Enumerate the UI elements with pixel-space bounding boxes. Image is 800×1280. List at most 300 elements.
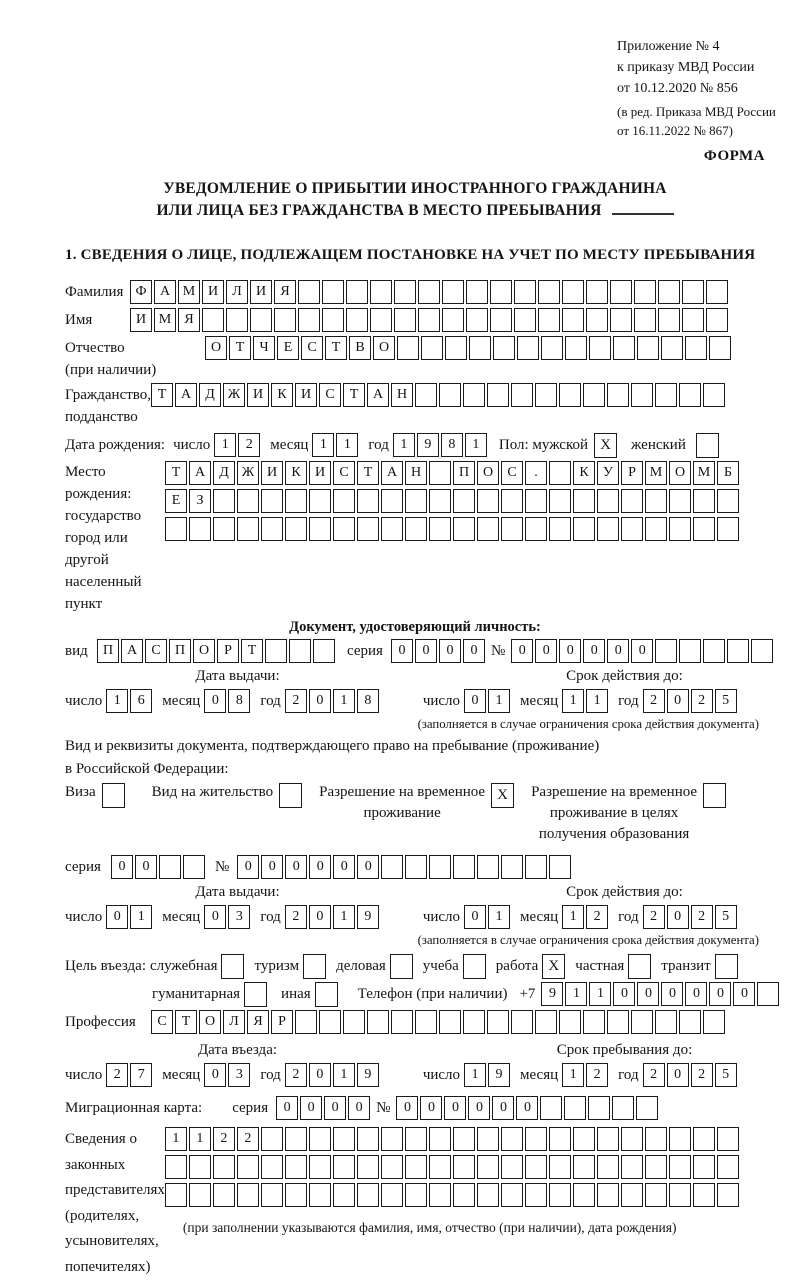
char-box[interactable]: 0 (667, 1063, 689, 1087)
char-box[interactable]: 8 (357, 689, 379, 713)
char-box[interactable] (445, 336, 467, 360)
char-box[interactable] (693, 1155, 715, 1179)
char-box[interactable]: 0 (204, 905, 226, 929)
char-box[interactable]: Е (277, 336, 299, 360)
char-box[interactable]: 0 (613, 982, 635, 1006)
char-box[interactable]: 1 (333, 689, 355, 713)
char-box[interactable]: 1 (312, 433, 334, 457)
char-box[interactable] (357, 517, 379, 541)
char-box[interactable]: 2 (643, 905, 665, 929)
char-box[interactable] (429, 1183, 451, 1207)
char-box[interactable] (693, 1127, 715, 1151)
char-box[interactable]: 8 (228, 689, 250, 713)
char-box[interactable]: К (285, 461, 307, 485)
char-box[interactable]: 1 (333, 905, 355, 929)
char-box[interactable] (637, 336, 659, 360)
char-box[interactable] (429, 855, 451, 879)
identity-series-boxes[interactable] (391, 639, 487, 663)
char-box[interactable] (418, 308, 440, 332)
char-box[interactable]: 1 (589, 982, 611, 1006)
char-box[interactable] (439, 383, 461, 407)
char-box[interactable] (597, 1155, 619, 1179)
char-box[interactable] (285, 517, 307, 541)
char-box[interactable]: Ж (237, 461, 259, 485)
char-box[interactable]: 0 (492, 1096, 514, 1120)
char-box[interactable] (189, 1155, 211, 1179)
char-box[interactable]: 2 (285, 1063, 307, 1087)
char-box[interactable] (757, 982, 779, 1006)
char-box[interactable]: 9 (357, 1063, 379, 1087)
char-box[interactable] (717, 489, 739, 513)
char-box[interactable]: К (271, 383, 293, 407)
char-box[interactable] (717, 1155, 739, 1179)
char-box[interactable] (226, 308, 248, 332)
char-box[interactable]: 1 (214, 433, 236, 457)
char-box[interactable] (645, 517, 667, 541)
char-box[interactable] (477, 1183, 499, 1207)
char-box[interactable] (717, 1183, 739, 1207)
char-box[interactable]: М (693, 461, 715, 485)
char-box[interactable] (501, 1155, 523, 1179)
char-box[interactable] (501, 489, 523, 513)
char-box[interactable]: 0 (468, 1096, 490, 1120)
char-box[interactable]: 0 (733, 982, 755, 1006)
char-box[interactable] (717, 517, 739, 541)
char-box[interactable] (549, 1183, 571, 1207)
char-box[interactable]: 1 (586, 689, 608, 713)
char-box[interactable]: 5 (715, 1063, 737, 1087)
char-box[interactable]: 0 (631, 639, 653, 663)
char-box[interactable]: 0 (261, 855, 283, 879)
char-box[interactable] (285, 1155, 307, 1179)
char-box[interactable] (573, 1155, 595, 1179)
char-box[interactable] (562, 308, 584, 332)
char-box[interactable]: Т (343, 383, 365, 407)
char-box[interactable]: 0 (204, 689, 226, 713)
char-box[interactable] (250, 308, 272, 332)
purpose-work-checkbox[interactable]: X (542, 954, 565, 979)
char-box[interactable]: 9 (417, 433, 439, 457)
char-box[interactable]: А (175, 383, 197, 407)
migration-card-series-boxes[interactable] (276, 1096, 372, 1120)
char-box[interactable]: 2 (213, 1127, 235, 1151)
char-box[interactable]: Ф (130, 280, 152, 304)
char-box[interactable] (559, 383, 581, 407)
char-box[interactable] (525, 517, 547, 541)
char-box[interactable] (343, 1010, 365, 1034)
residence-issue-day-boxes[interactable] (106, 905, 154, 929)
char-box[interactable] (717, 1127, 739, 1151)
char-box[interactable]: . (525, 461, 547, 485)
char-box[interactable]: 0 (391, 639, 413, 663)
char-box[interactable] (645, 489, 667, 513)
char-box[interactable]: 0 (685, 982, 707, 1006)
char-box[interactable] (682, 280, 704, 304)
char-box[interactable] (463, 1010, 485, 1034)
char-box[interactable]: М (178, 280, 200, 304)
surname-boxes[interactable] (130, 280, 730, 304)
char-box[interactable] (477, 489, 499, 513)
char-box[interactable]: 0 (439, 639, 461, 663)
char-box[interactable]: К (573, 461, 595, 485)
char-box[interactable]: 0 (135, 855, 157, 879)
char-box[interactable]: С (319, 383, 341, 407)
char-box[interactable] (466, 280, 488, 304)
char-box[interactable] (631, 1010, 653, 1034)
char-box[interactable]: 1 (565, 982, 587, 1006)
char-box[interactable] (693, 1183, 715, 1207)
char-box[interactable] (265, 639, 287, 663)
char-box[interactable] (573, 489, 595, 513)
char-box[interactable] (309, 1183, 331, 1207)
char-box[interactable]: 1 (562, 1063, 584, 1087)
char-box[interactable] (634, 308, 656, 332)
char-box[interactable] (189, 517, 211, 541)
char-box[interactable]: Я (274, 280, 296, 304)
char-box[interactable]: П (453, 461, 475, 485)
char-box[interactable]: 1 (106, 689, 128, 713)
patronymic-boxes[interactable] (205, 336, 733, 360)
char-box[interactable] (439, 1010, 461, 1034)
char-box[interactable] (429, 489, 451, 513)
char-box[interactable]: 1 (189, 1127, 211, 1151)
char-box[interactable] (597, 489, 619, 513)
char-box[interactable] (487, 1010, 509, 1034)
char-box[interactable] (549, 461, 571, 485)
migration-card-number-boxes[interactable] (396, 1096, 660, 1120)
char-box[interactable] (514, 308, 536, 332)
sex-male-checkbox[interactable]: X (594, 433, 617, 458)
char-box[interactable]: 5 (715, 905, 737, 929)
char-box[interactable] (645, 1155, 667, 1179)
char-box[interactable] (357, 489, 379, 513)
char-box[interactable] (610, 280, 632, 304)
char-box[interactable] (469, 336, 491, 360)
char-box[interactable]: 0 (309, 689, 331, 713)
char-box[interactable] (645, 1183, 667, 1207)
birth-place-boxes-row1[interactable] (165, 461, 741, 485)
char-box[interactable] (597, 517, 619, 541)
citizenship-boxes[interactable] (151, 383, 727, 407)
char-box[interactable]: А (189, 461, 211, 485)
char-box[interactable] (538, 280, 560, 304)
char-box[interactable]: 2 (586, 905, 608, 929)
guardians-boxes-row1[interactable] (165, 1127, 741, 1151)
char-box[interactable]: Н (391, 383, 413, 407)
char-box[interactable]: 0 (309, 855, 331, 879)
char-box[interactable]: Т (357, 461, 379, 485)
char-box[interactable] (621, 517, 643, 541)
char-box[interactable] (685, 336, 707, 360)
char-box[interactable] (309, 1155, 331, 1179)
char-box[interactable] (655, 639, 677, 663)
purpose-private-checkbox[interactable] (628, 954, 651, 979)
char-box[interactable] (391, 1010, 413, 1034)
char-box[interactable] (453, 1155, 475, 1179)
char-box[interactable]: С (301, 336, 323, 360)
char-box[interactable] (453, 517, 475, 541)
char-box[interactable] (682, 308, 704, 332)
char-box[interactable]: 3 (228, 905, 250, 929)
char-box[interactable] (213, 1183, 235, 1207)
char-box[interactable] (202, 308, 224, 332)
char-box[interactable] (669, 517, 691, 541)
char-box[interactable] (309, 517, 331, 541)
char-box[interactable]: 9 (357, 905, 379, 929)
birth-place-boxes-row2[interactable] (165, 489, 741, 513)
char-box[interactable] (415, 383, 437, 407)
char-box[interactable] (658, 308, 680, 332)
char-box[interactable] (442, 308, 464, 332)
char-box[interactable] (261, 1127, 283, 1151)
char-box[interactable] (165, 1183, 187, 1207)
char-box[interactable] (261, 517, 283, 541)
char-box[interactable] (298, 308, 320, 332)
char-box[interactable] (453, 1183, 475, 1207)
char-box[interactable]: А (121, 639, 143, 663)
char-box[interactable] (421, 336, 443, 360)
char-box[interactable] (562, 280, 584, 304)
char-box[interactable] (693, 489, 715, 513)
char-box[interactable] (415, 1010, 437, 1034)
char-box[interactable]: Я (247, 1010, 269, 1034)
char-box[interactable] (501, 1127, 523, 1151)
profession-boxes[interactable] (151, 1010, 727, 1034)
identity-issue-month-boxes[interactable] (204, 689, 252, 713)
purpose-study-checkbox[interactable] (463, 954, 486, 979)
char-box[interactable]: 0 (204, 1063, 226, 1087)
char-box[interactable] (295, 1010, 317, 1034)
char-box[interactable] (357, 1183, 379, 1207)
char-box[interactable]: 1 (165, 1127, 187, 1151)
char-box[interactable]: 0 (667, 689, 689, 713)
char-box[interactable]: 1 (333, 1063, 355, 1087)
identity-issue-day-boxes[interactable] (106, 689, 154, 713)
char-box[interactable] (669, 1183, 691, 1207)
char-box[interactable] (309, 1127, 331, 1151)
char-box[interactable] (655, 1010, 677, 1034)
char-box[interactable] (333, 1183, 355, 1207)
char-box[interactable]: И (295, 383, 317, 407)
char-box[interactable] (709, 336, 731, 360)
char-box[interactable]: С (333, 461, 355, 485)
char-box[interactable] (655, 383, 677, 407)
char-box[interactable] (453, 855, 475, 879)
given-name-boxes[interactable] (130, 308, 730, 332)
char-box[interactable] (586, 280, 608, 304)
char-box[interactable] (501, 1183, 523, 1207)
char-box[interactable] (679, 383, 701, 407)
birth-place-boxes-row3[interactable] (165, 517, 741, 541)
char-box[interactable]: 2 (643, 1063, 665, 1087)
char-box[interactable]: 1 (562, 689, 584, 713)
char-box[interactable]: О (477, 461, 499, 485)
char-box[interactable]: 0 (511, 639, 533, 663)
char-box[interactable]: 0 (464, 905, 486, 929)
birth-day-boxes[interactable] (214, 433, 262, 457)
char-box[interactable] (381, 517, 403, 541)
char-box[interactable] (535, 1010, 557, 1034)
char-box[interactable] (289, 639, 311, 663)
char-box[interactable] (405, 855, 427, 879)
char-box[interactable]: 2 (285, 905, 307, 929)
char-box[interactable] (517, 336, 539, 360)
char-box[interactable] (213, 517, 235, 541)
char-box[interactable] (501, 855, 523, 879)
char-box[interactable] (405, 517, 427, 541)
char-box[interactable]: Н (405, 461, 427, 485)
char-box[interactable] (333, 1127, 355, 1151)
char-box[interactable] (319, 1010, 341, 1034)
char-box[interactable] (490, 308, 512, 332)
char-box[interactable] (613, 336, 635, 360)
char-box[interactable]: М (154, 308, 176, 332)
char-box[interactable]: Р (217, 639, 239, 663)
char-box[interactable] (549, 517, 571, 541)
char-box[interactable]: 2 (691, 689, 713, 713)
char-box[interactable] (621, 1183, 643, 1207)
char-box[interactable]: 0 (333, 855, 355, 879)
char-box[interactable] (679, 639, 701, 663)
char-box[interactable]: Ч (253, 336, 275, 360)
char-box[interactable] (405, 1127, 427, 1151)
char-box[interactable] (322, 308, 344, 332)
char-box[interactable]: 0 (444, 1096, 466, 1120)
residence-expiry-day-boxes[interactable] (464, 905, 512, 929)
char-box[interactable]: 0 (420, 1096, 442, 1120)
char-box[interactable]: И (261, 461, 283, 485)
char-box[interactable] (487, 383, 509, 407)
char-box[interactable]: С (151, 1010, 173, 1034)
entry-month-boxes[interactable] (204, 1063, 252, 1087)
char-box[interactable]: Ж (223, 383, 245, 407)
char-box[interactable] (549, 1155, 571, 1179)
char-box[interactable] (346, 280, 368, 304)
char-box[interactable] (357, 1127, 379, 1151)
char-box[interactable] (631, 383, 653, 407)
char-box[interactable]: Е (165, 489, 187, 513)
char-box[interactable]: О (669, 461, 691, 485)
char-box[interactable] (490, 280, 512, 304)
char-box[interactable]: Л (226, 280, 248, 304)
char-box[interactable]: 2 (238, 433, 260, 457)
char-box[interactable]: 0 (463, 639, 485, 663)
char-box[interactable] (525, 1155, 547, 1179)
char-box[interactable]: Т (165, 461, 187, 485)
char-box[interactable] (514, 280, 536, 304)
char-box[interactable] (541, 336, 563, 360)
char-box[interactable]: У (597, 461, 619, 485)
guardians-boxes-row2[interactable] (165, 1155, 741, 1179)
char-box[interactable]: И (250, 280, 272, 304)
char-box[interactable]: И (309, 461, 331, 485)
char-box[interactable] (573, 1127, 595, 1151)
char-box[interactable]: Я (178, 308, 200, 332)
char-box[interactable] (370, 280, 392, 304)
char-box[interactable]: П (97, 639, 119, 663)
char-box[interactable]: Т (175, 1010, 197, 1034)
char-box[interactable]: А (367, 383, 389, 407)
char-box[interactable]: 2 (106, 1063, 128, 1087)
char-box[interactable]: 0 (357, 855, 379, 879)
char-box[interactable] (634, 280, 656, 304)
char-box[interactable]: 1 (130, 905, 152, 929)
char-box[interactable] (493, 336, 515, 360)
char-box[interactable]: 8 (441, 433, 463, 457)
char-box[interactable] (597, 1127, 619, 1151)
char-box[interactable]: 0 (583, 639, 605, 663)
char-box[interactable]: 0 (516, 1096, 538, 1120)
char-box[interactable]: В (349, 336, 371, 360)
char-box[interactable] (381, 1127, 403, 1151)
char-box[interactable] (405, 1183, 427, 1207)
char-box[interactable]: 0 (237, 855, 259, 879)
char-box[interactable] (669, 1155, 691, 1179)
char-box[interactable] (564, 1096, 586, 1120)
char-box[interactable] (463, 383, 485, 407)
char-box[interactable] (394, 280, 416, 304)
char-box[interactable] (573, 517, 595, 541)
char-box[interactable] (394, 308, 416, 332)
char-box[interactable] (589, 336, 611, 360)
char-box[interactable]: 2 (691, 1063, 713, 1087)
birth-year-boxes[interactable] (393, 433, 489, 457)
char-box[interactable]: 1 (464, 1063, 486, 1087)
char-box[interactable] (237, 1155, 259, 1179)
char-box[interactable] (453, 1127, 475, 1151)
char-box[interactable] (466, 308, 488, 332)
char-box[interactable]: О (193, 639, 215, 663)
char-box[interactable] (237, 489, 259, 513)
char-box[interactable]: 2 (643, 689, 665, 713)
guardians-boxes-row3[interactable] (165, 1183, 741, 1207)
char-box[interactable]: Л (223, 1010, 245, 1034)
char-box[interactable]: И (130, 308, 152, 332)
char-box[interactable] (213, 1155, 235, 1179)
char-box[interactable] (549, 489, 571, 513)
purpose-other-checkbox[interactable] (315, 982, 338, 1007)
residence-issue-year-boxes[interactable] (285, 905, 381, 929)
char-box[interactable] (549, 1127, 571, 1151)
char-box[interactable] (727, 639, 749, 663)
char-box[interactable] (540, 1096, 562, 1120)
char-box[interactable]: Т (325, 336, 347, 360)
char-box[interactable]: А (154, 280, 176, 304)
char-box[interactable] (525, 1183, 547, 1207)
char-box[interactable] (549, 855, 571, 879)
char-box[interactable]: 5 (715, 689, 737, 713)
char-box[interactable] (612, 1096, 634, 1120)
char-box[interactable]: 0 (396, 1096, 418, 1120)
char-box[interactable] (573, 1183, 595, 1207)
char-box[interactable] (703, 1010, 725, 1034)
char-box[interactable]: Т (229, 336, 251, 360)
char-box[interactable] (511, 1010, 533, 1034)
purpose-official-checkbox[interactable] (221, 954, 244, 979)
char-box[interactable] (559, 1010, 581, 1034)
phone-boxes[interactable] (541, 982, 781, 1006)
char-box[interactable]: О (199, 1010, 221, 1034)
char-box[interactable] (346, 308, 368, 332)
char-box[interactable]: 2 (237, 1127, 259, 1151)
char-box[interactable] (213, 489, 235, 513)
char-box[interactable]: А (381, 461, 403, 485)
option-temp-residence-checkbox[interactable]: X (491, 783, 514, 808)
char-box[interactable]: 1 (488, 905, 510, 929)
char-box[interactable] (418, 280, 440, 304)
char-box[interactable] (397, 336, 419, 360)
residence-series-boxes[interactable] (111, 855, 207, 879)
